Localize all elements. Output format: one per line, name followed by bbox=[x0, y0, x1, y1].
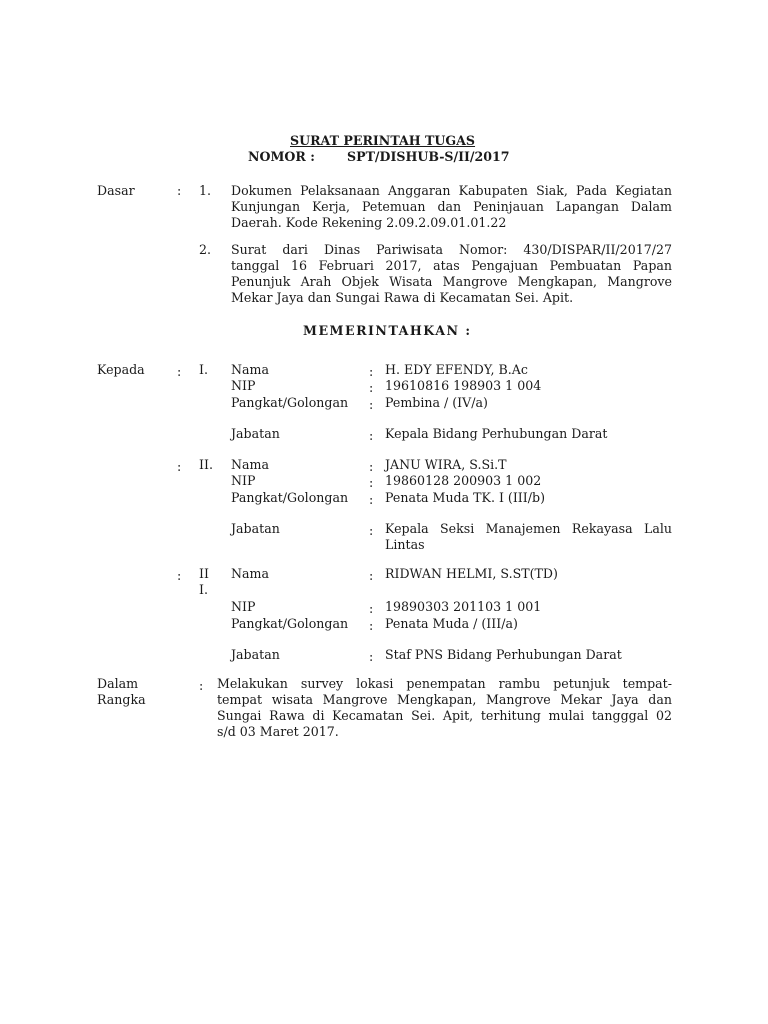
person-1-pangkat-label: Pangkat/Golongan bbox=[231, 395, 349, 410]
person-1-pangkat-value: Pembina / (IV/a) bbox=[385, 395, 488, 410]
person-1-nama-label: Nama bbox=[231, 362, 269, 377]
person-1-nama-value: H. EDY EFENDY, B.Ac bbox=[385, 362, 528, 377]
person-2-nama-label: Nama bbox=[231, 457, 269, 472]
person-2-jabatan-value bbox=[385, 521, 672, 553]
person-2-colon: : bbox=[177, 459, 182, 474]
person-2-nip-label: NIP bbox=[231, 473, 256, 488]
dalam-rangka-line-4: s/d 03 Maret 2017. bbox=[217, 724, 339, 739]
person-3-nip-colon: : bbox=[369, 601, 374, 616]
dalam-rangka-line-2: tempat wisata Mangrove Mengkapan, Mangrove Mekar Jaya dan bbox=[217, 692, 672, 707]
dalam-rangka-text bbox=[217, 676, 672, 740]
person-1-number: I. bbox=[199, 362, 208, 377]
dalam-rangka-colon: : bbox=[199, 678, 204, 693]
person-2-jabatan-label: Jabatan bbox=[231, 521, 280, 536]
person-2-pangkat-colon: : bbox=[369, 492, 374, 507]
person-3-nama-colon: : bbox=[369, 568, 374, 583]
person-3-number: III. bbox=[199, 566, 209, 597]
dasar-item-2-line-3: Penunjuk Arah Objek Wisata Mangrove Mengkapan, Mangrove bbox=[231, 274, 672, 289]
dasar-item-2-text bbox=[231, 242, 672, 306]
person-3-nip-label: NIP bbox=[231, 599, 256, 614]
dasar-item-1-text bbox=[231, 183, 672, 231]
dasar-item-1-number: 1. bbox=[199, 183, 212, 198]
person-2-jabatan-line-1: Kepala Seksi Manajemen Rekayasa Lalu bbox=[385, 521, 672, 536]
dasar-item-2-line-4: Mekar Jaya dan Sungai Rawa di Kecamatan Sei. Apit. bbox=[231, 290, 574, 305]
dalam-rangka-label-line-2: Rangka bbox=[97, 692, 146, 707]
person-1-jabatan-colon: : bbox=[369, 428, 374, 443]
person-3-jabatan-value: Staf PNS Bidang Perhubungan Darat bbox=[385, 647, 622, 662]
kepada-label: Kepada bbox=[97, 362, 145, 377]
person-2-nama-value: JANU WIRA, S.Si.T bbox=[385, 457, 507, 472]
person-1-colon: : bbox=[177, 364, 182, 379]
person-2-jabatan-colon: : bbox=[369, 523, 374, 538]
dasar-colon: : bbox=[177, 183, 182, 198]
person-1-jabatan-label: Jabatan bbox=[231, 426, 280, 441]
dasar-item-2-line-1: Surat dari Dinas Pariwisata Nomor: 430/DISPAR/II/2017/27 bbox=[231, 242, 672, 257]
document-title: SURAT PERINTAH TUGAS bbox=[290, 133, 476, 148]
person-2-nip-value: 19860128 200903 1 002 bbox=[385, 473, 542, 488]
memerintahkan-heading: MEMERINTAHKAN : bbox=[303, 323, 472, 338]
person-1-nip-value: 19610816 198903 1 004 bbox=[385, 378, 542, 393]
dasar-item-2-number: 2. bbox=[199, 242, 212, 257]
dasar-label: Dasar bbox=[97, 183, 135, 198]
person-1-nip-label: NIP bbox=[231, 378, 256, 393]
person-3-nama-value: RIDWAN HELMI, S.ST(TD) bbox=[385, 566, 558, 581]
dasar-item-1-line-3: Daerah. Kode Rekening 2.09.2.09.01.01.22 bbox=[231, 215, 507, 230]
dalam-rangka-line-1: Melakukan survey lokasi penempatan rambu petunjuk tempat- bbox=[217, 676, 672, 691]
person-3-nama-label: Nama bbox=[231, 566, 269, 581]
person-2-nip-colon: : bbox=[369, 475, 374, 490]
person-2-jabatan-line-2: Lintas bbox=[385, 537, 425, 552]
dasar-item-1-line-2: Kunjungan Kerja, Petemuan dan Peninjauan Lapangan Dalam bbox=[231, 199, 672, 214]
person-3-jabatan-label: Jabatan bbox=[231, 647, 280, 662]
person-3-colon: : bbox=[177, 568, 182, 583]
person-2-number: II. bbox=[199, 457, 213, 472]
person-1-pangkat-colon: : bbox=[369, 397, 374, 412]
person-3-pangkat-label: Pangkat/Golongan bbox=[231, 616, 349, 631]
person-1-jabatan-value: Kepala Bidang Perhubungan Darat bbox=[385, 426, 608, 441]
person-2-nama-colon: : bbox=[369, 459, 374, 474]
person-1-nama-colon: : bbox=[369, 364, 374, 379]
dasar-item-1-line-1: Dokumen Pelaksanaan Anggaran Kabupaten Siak, Pada Kegiatan bbox=[231, 183, 672, 198]
person-1-nip-colon: : bbox=[369, 380, 374, 395]
person-2-pangkat-value: Penata Muda TK. I (III/b) bbox=[385, 490, 545, 505]
dalam-rangka-label-line-1: Dalam bbox=[97, 676, 139, 691]
person-3-pangkat-value: Penata Muda / (III/a) bbox=[385, 616, 518, 631]
person-3-nip-value: 19890303 201103 1 001 bbox=[385, 599, 542, 614]
dalam-rangka-line-3: Sungai Rawa di Kecamatan Sei. Apit, terhitung mulai tangggal 02 bbox=[217, 708, 672, 723]
dasar-item-2-line-2: tanggal 16 Februari 2017, atas Pengajuan Pembuatan Papan bbox=[231, 258, 672, 273]
person-2-pangkat-label: Pangkat/Golongan bbox=[231, 490, 349, 505]
person-3-pangkat-colon: : bbox=[369, 618, 374, 633]
nomor-label: NOMOR : bbox=[248, 149, 315, 164]
nomor-value: SPT/DISHUB-S/II/2017 bbox=[347, 149, 510, 164]
person-3-jabatan-colon: : bbox=[369, 649, 374, 664]
